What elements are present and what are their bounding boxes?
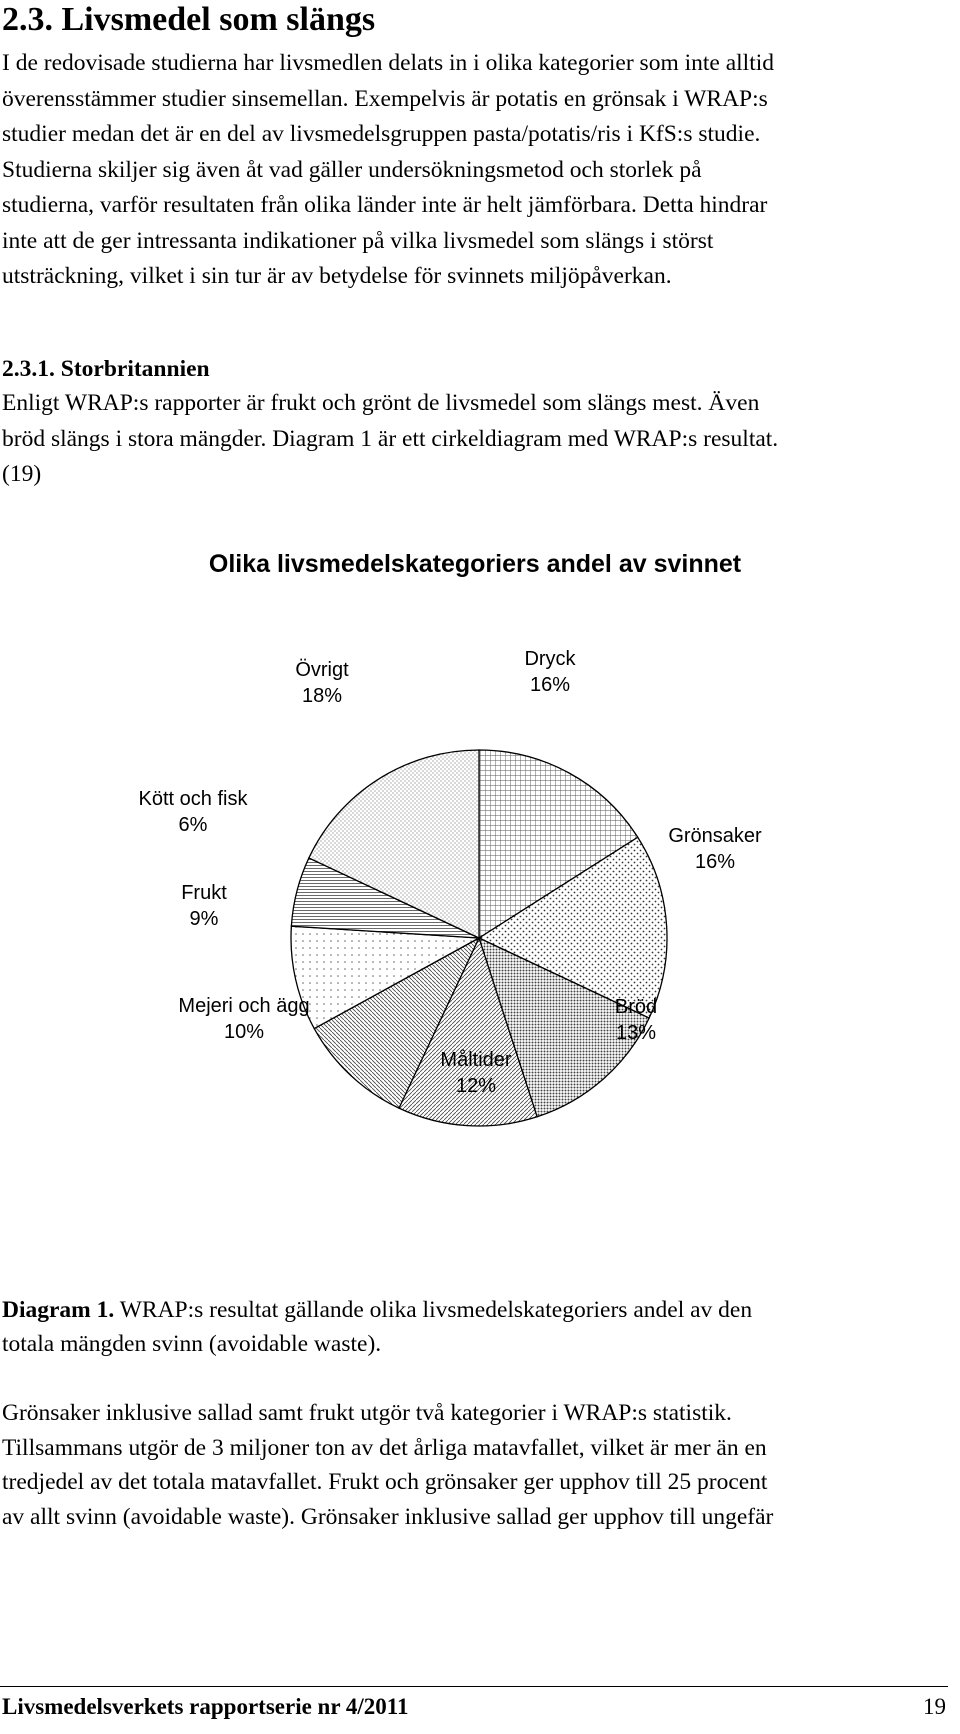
page-footer	[2, 1690, 946, 1724]
intro-paragraph	[2, 46, 952, 295]
slice-value-label: 6%	[178, 814, 208, 836]
pie-chart	[0, 540, 960, 1240]
slice-label: Frukt	[181, 882, 227, 904]
chart-title: Olika livsmedelskategoriers andel av svinnet	[208, 550, 742, 578]
slice-value-label: 16%	[529, 674, 571, 696]
slice-value-label: 13%	[615, 1022, 657, 1044]
slice-value-label: 9%	[189, 908, 219, 930]
subsection-title: 2.3.1. Storbritannien	[2, 356, 210, 382]
intro-line: utsträckning, vilket i sin tur är av betydelse för svinnets miljöpåverkan.	[2, 263, 672, 289]
slice-label: Övrigt	[295, 659, 349, 681]
intro-line: överensstämmer studier sinsemellan. Exempelvis är potatis en grönsak i WRAP:s	[2, 85, 768, 112]
subsection-paragraph	[2, 386, 952, 493]
body-line: Grönsaker inklusive sallad samt frukt utgör två kategorier i WRAP:s statistik.	[2, 1400, 732, 1426]
slice-label: Grönsaker	[668, 825, 762, 847]
body-paragraph	[2, 1396, 952, 1534]
slice-value-label: 12%	[455, 1075, 497, 1097]
intro-line: studierna, varför resultaten från olika länder inte är helt jämförbara. Detta hindrar	[2, 192, 768, 218]
slice-value-label: 18%	[301, 685, 343, 707]
intro-line: Studierna skiljer sig även åt vad gäller undersökningsmetod och storlek på	[2, 156, 702, 183]
caption-text: WRAP:s resultat gällande olika livsmedelskategoriers andel av den	[114, 1297, 753, 1323]
figure-caption	[2, 1293, 952, 1361]
slice-label: Måltider	[440, 1049, 512, 1071]
intro-line: inte att de ger intressanta indikationer på vilka livsmedel som slängs i störst	[2, 227, 714, 254]
slice-label: Bröd	[614, 996, 658, 1018]
caption-text: totala mängden svinn (avoidable waste).	[2, 1331, 382, 1357]
body-line: av allt svinn (avoidable waste). Grönsaker inklusive sallad ger upphov till ungefär	[2, 1503, 774, 1530]
caption-label: Diagram 1.	[2, 1297, 115, 1323]
intro-line: I de redovisade studierna har livsmedlen delats in i olika kategorier som inte alltid	[2, 50, 775, 76]
slice-value-label: 10%	[223, 1021, 265, 1043]
slice-label: Dryck	[524, 648, 576, 670]
slice-label: Mejeri och ägg	[178, 995, 310, 1017]
section-title: 2.3. Livsmedel som slängs	[2, 1, 376, 38]
footer-divider	[0, 1686, 948, 1687]
intro-line: studier medan det är en del av livsmedelsgruppen pasta/potatis/ris i KfS:s studie.	[2, 121, 761, 147]
subsection-line: (19)	[2, 461, 42, 487]
subsection-line: bröd slängs i stora mängder. Diagram 1 är ett cirkeldiagram med WRAP:s resultat.	[2, 425, 779, 452]
slice-value-label: 16%	[694, 851, 736, 873]
subsection-line: Enligt WRAP:s rapporter är frukt och grönt de livsmedel som slängs mest. Även	[2, 390, 760, 416]
slice-label: Kött och fisk	[138, 788, 248, 810]
body-line: Tillsammans utgör de 3 miljoner ton av det årliga matavfallet, vilket är mer än en	[2, 1434, 767, 1461]
body-line: tredjedel av det totala matavfallet. Frukt och grönsaker ger upphov till 25 procent	[2, 1469, 768, 1495]
page-number: 19	[923, 1694, 946, 1719]
footer-series-title: Livsmedelsverkets rapportserie nr 4/2011	[2, 1694, 409, 1719]
